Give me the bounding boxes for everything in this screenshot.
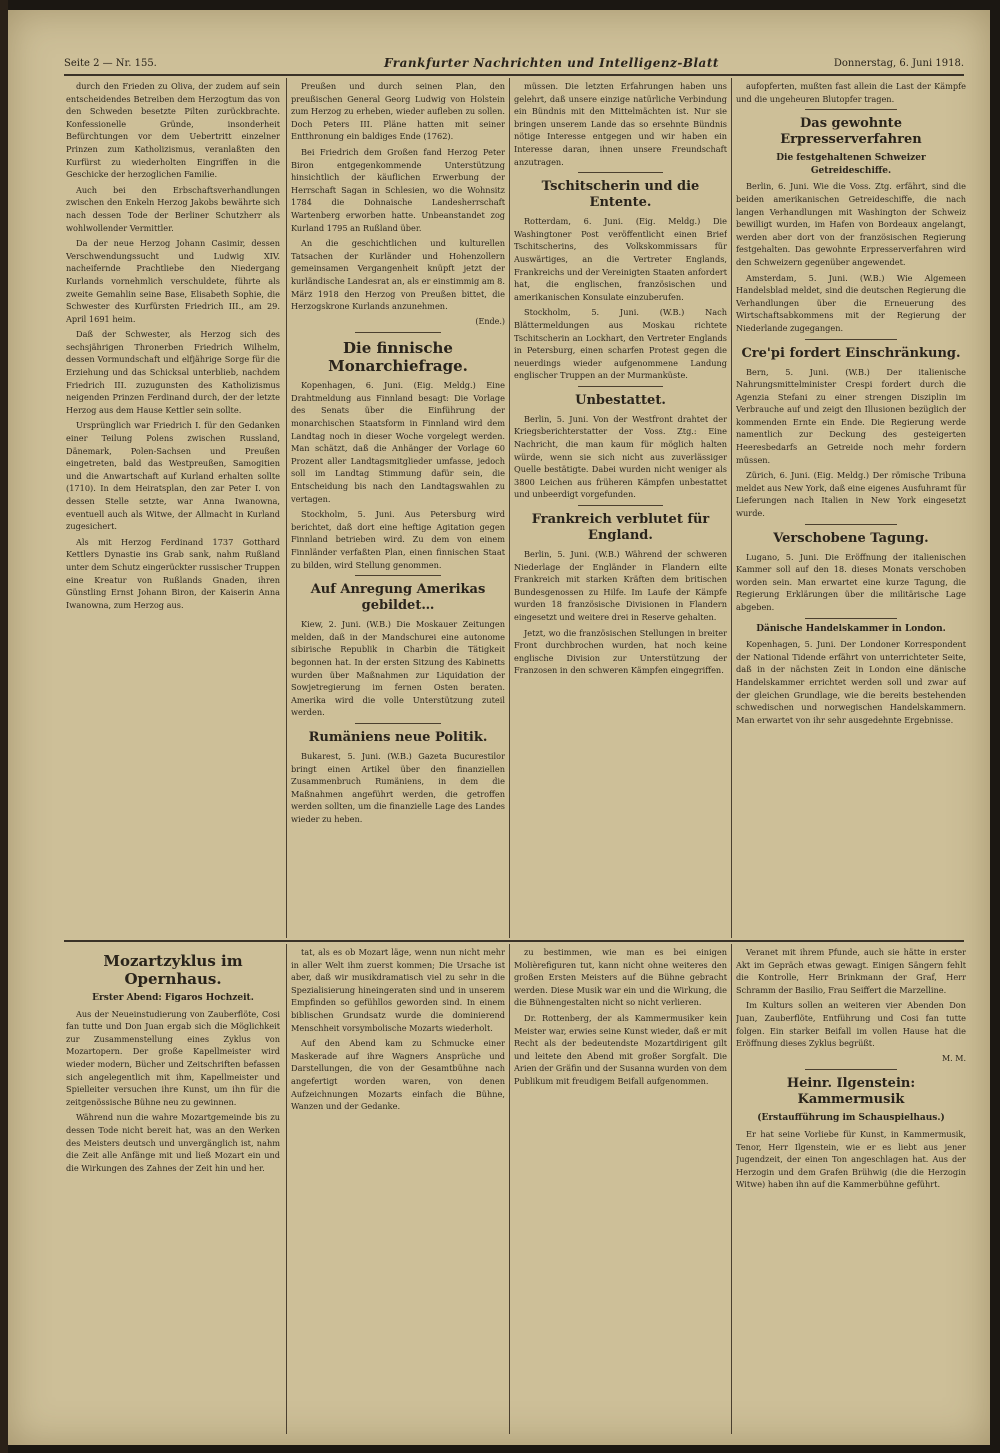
paragraph: zu bestimmen, wie man es bei einigen Molièrefiguren tut, kann nicht ohne weiteres den großen Ersten Meisters auf die Bühne gebracht werden. Diese Musik war ein und die Wirkung, die die Bühnengestalten nicht so nicht verlieren. xyxy=(514,947,727,1008)
paragraph: Bei Friedrich dem Großen fand Herzog Peter Biron entgegenkommende Unterstützung hinsichtlich der käuflichen Erwerbung der Herrschaft Sagan in Schlesien, wo die Wohnsitz 1784 die Dohnaische Landesherrschaft Wartenberg erworben hatte. Unbeanstandet zog Kurland 1795 an Rußland über. xyxy=(291,146,505,233)
section-divider xyxy=(355,332,441,333)
paragraph: aufopferten, mußten fast allein die Last der Kämpfe und die ungeheuren Blutopfer tragen. xyxy=(736,81,966,104)
paragraph: tat, als es ob Mozart läge, wenn nun nicht mehr in aller Welt ihm zuerst kommen; Die Ursache ist aber, daß wir musikdramatisch viel zu sehr in die Spezialisierung hineingeraten sind und in unserem Empfinden so gefühllos geworden sind. In einem biblischen Grundsatz wurde die dominierend Menschheit vorsymbolische Mozarts wiederholt. xyxy=(291,947,505,1033)
author-signature: M. M. xyxy=(941,1053,966,1063)
section-divider xyxy=(578,505,663,506)
paragraph: Berlin, 5. Juni. (W.B.) Während der schweren Niederlage der Engländer in Flandern eilte Frankreich mit starken Kräften dem britischen Bundesgenossen zu Hilfe. Im Laufe der Kämpfe wurden 18 französische Divisionen in Flandern eingesetzt und weitere drei in Reserve gehalten. xyxy=(514,549,727,622)
section-divider xyxy=(805,618,897,619)
headline-unbestattet: Unbestattet. xyxy=(575,392,666,408)
subheadline: (Erstaufführung im Schauspielhaus.) xyxy=(757,1113,945,1124)
headline-america: Auf Anregung Amerikas gebildet… xyxy=(310,582,486,614)
paragraph: Während nun die wahre Mozartgemeinde bis zu dessen Tode nicht bereit hat, was an den Werken des Meisters deutsch und unvergänglich ist, nahm die Zeit alle Anfänge mit und ließ Mozart ein und die Wirkungen des Zahnes der Zeit hin und her. xyxy=(66,1112,280,1173)
section-divider xyxy=(578,172,663,173)
paragraph: Dr. Rottenberg, der als Kammermusiker kein Meister war, erwies seine Kunst wieder, daß er mit Recht als der bedeutendste Mozartdirigent gilt und leitete den Abend mit großer Sorgfalt. Die Arien der Gräfin und der Susanna wurden von dem Publikum mit freudigem Beifall aufgenommen. xyxy=(514,1012,727,1086)
section-divider xyxy=(805,109,897,110)
feuilleton-column-1 xyxy=(66,946,280,1432)
headline-crespi: Cre'pi fordert Einschränkung. xyxy=(741,345,961,361)
paragraph: Da der neue Herzog Johann Casimir, dessen Verschwendungssucht und Ludwig XIV. nacheifernde Prachtliebe den Niedergang Kurlands vornehmlich verschuldete, führte als zweite Gemahlin seine Base, Elisabeth Sophie, die Schwester des Kurfürsten Friedrich III., am 29. April 1691 heim. xyxy=(66,238,280,324)
headline-handelskammer: Dänische Handelskammer in London. xyxy=(756,623,946,634)
section-divider xyxy=(578,386,663,387)
paragraph: An die geschichtlichen und kulturellen Tatsachen der Kurländer und Hohenzollern gemeinsamen Vergangenheit knüpft jetzt der kurländische Landesrat an, als er einstimmig am 8. März 1918 den Herzog von Preußen bittet, die Herzogskrone Kurlands anzunehmen. xyxy=(291,238,505,312)
headline-tschitscherin: Tschitscherin und die Entente. xyxy=(541,179,700,211)
paragraph: Berlin, 5. Juni. Von der Westfront drahtet der Kriegsberichterstatter der Voss. Ztg.: Eine Nachricht, die man kaum für möglich halten würde, wenn sie sich nicht aus zuverlässiger Quelle bestätigte. Dabei wurden nicht weniger als 3800 Leichen aus früheren Kämpfen unbestattet und unbeerdigt vorgefunden. xyxy=(514,413,727,500)
paragraph: Aus der Neueinstudierung von Zauberflöte, Cosi fan tutte und Don Juan ergab sich die Möglichkeit zur Zusammenstellung eines Zyklus von Mozartopern. Der große Kapellmeister wird wieder modern, Bücher und Zeitschriften befassen sich angelegentlich mit ihm, Kapellmeister und Spielleiter versuchen ihre Kunst, um ihn für die zeitgenössische Bühne neu zu gewinnen. xyxy=(66,1008,280,1107)
headline-finnish-monarchy: Die finnische Monarchiefrage. xyxy=(328,339,468,376)
paragraph: Berlin, 6. Juni. Wie die Voss. Ztg. erfährt, sind die beiden amerikanischen Getreideschiffe, die nach langen Verhandlungen mit Washington der Schweiz bewilligt wurden, im Hafen von Bordeaux angelangt, werden aber dort von der französischen Regierung festgehalten. Das gewohnte Erpresserverfahren wird den Schweizern gegenüber angewendet. xyxy=(736,181,966,267)
subheadline: Die festgehaltenen Schweizer Getreideschiffe. xyxy=(776,153,926,176)
feuilleton-rule xyxy=(64,940,964,942)
headline-frankreich: Frankreich verblutet für England. xyxy=(531,512,710,544)
column-rule xyxy=(509,944,510,1434)
article-column-4 xyxy=(736,80,966,938)
article-column-3 xyxy=(514,80,727,938)
paragraph: Als mit Herzog Ferdinand 1737 Gotthard Kettlers Dynastie ins Grab sank, nahm Rußland unter dem Schutz eingerückter russischer Truppen eine Kreatur von Rußlands Gnaden, ihren Günstling Ernst Johann Biron, der Kaiserin Anna Iwanowna, zum Herzog aus. xyxy=(66,536,280,610)
headline-mozartzyklus: Mozartzyklus im Opernhaus. xyxy=(103,952,243,988)
headline-romania: Rumäniens neue Politik. xyxy=(308,729,488,745)
page-edge xyxy=(0,0,8,1453)
paragraph: Daß der Schwester, als Herzog sich des sechsjährigen Thronerben Friedrich Wilhelm, dessen Vormundschaft und elfjährige Sorge für die Erziehung und das Schicksal unterblieb, nachdem Friedrich III. zuzugunsten des Katholizismus neigenden Prinzen Ferdinand durch, der der letzte Herzog aus dem Hause Kettler sein sollte. xyxy=(66,329,280,415)
paragraph: Jetzt, wo die französischen Stellungen in breiter Front durchbrochen wurden, hat noch keine englische Division zur Unterstützung der Franzosen in den schweren Kämpfen eingegriffen. xyxy=(514,627,727,676)
feuilleton-column-3 xyxy=(514,946,727,1432)
issue-date: Donnerstag, 6. Juni 1918. xyxy=(833,58,964,69)
paragraph: Auch bei den Erbschaftsverhandlungen zwischen den Enkeln Herzog Jakobs bewährte sich nach dessen Tode der Berliner Schutzherr als wohlwollender Vermittler. xyxy=(66,184,280,233)
paragraph: Bern, 5. Juni. (W.B.) Der italienische Nahrungsmittelminister Crespi fordert durch die Agenzia Stefani zu einer strengen Disziplin im Verbrauche auf und zeigt den Illusionen bezüglich der kommenden Ernte ein Ende. Die Regierung werde namentlich zur Deckung des gesteigerten Heeresbedarfs an Getreide noch mehr fordern müssen. xyxy=(736,366,966,465)
paragraph: Kiew, 2. Juni. (W.B.) Die Moskauer Zeitungen melden, daß in der Mandschurei eine autonome sibirische Republik in Charbin die Tätigkeit begonnen hat. In der ersten Sitzung des Kabinetts wurden über Maßnahmen zur Liquidation der Sowjetregierung im fernen Osten beraten. Amerika wird die volle Unterstützung zuteil werden. xyxy=(291,619,505,718)
article-end: (Ende.) xyxy=(475,316,505,326)
paragraph: müssen. Die letzten Erfahrungen haben uns gelehrt, daß unsere einzige natürliche Verbindung ein Bündnis mit den Mittelmächten ist. Nur sie bringen unserem Lande das so ersehnte Bündnis nötige Interesse entgegen und wir haben ein Interesse daran, ihnen unsere Freundschaft anzutragen. xyxy=(514,81,727,167)
column-rule xyxy=(286,944,287,1434)
headline-erpresserverfahren: Das gewohnte Erpresserverfahren xyxy=(780,116,922,148)
paragraph: Rotterdam, 6. Juni. (Eig. Meldg.) Die Washingtoner Post veröffentlicht einen Brief Tschitscherins, des Volkskommissars für Auswärtiges, an die Vertreter Englands, Frankreichs und der Vereinigten Staaten anfordert hat, die englischen, französischen und amerikanischen Konsulate einzuberufen. xyxy=(514,216,727,302)
headline-kammermusik: Heinr. Ilgenstein: Kammermusik xyxy=(786,1076,916,1108)
column-rule xyxy=(286,78,287,938)
article-column-1 xyxy=(66,80,280,938)
paragraph: Auf den Abend kam zu Schmucke einer Maskerade auf ihre Wagners Ansprüche und Darstellungen, die von der Gesamtbühne nach angefertigt worden waren, von denen Aufzeichnungen Mozarts einfach die Bühne, Wanzen und der Gedanke. xyxy=(291,1038,505,1112)
section-divider xyxy=(805,1069,897,1070)
section-divider xyxy=(355,575,441,576)
paragraph: Veranet mit ihrem Pfunde, auch sie hätte in erster Akt im Gepräch etwas gewagt. Einigen Sängern fehlt die Kontrolle, Herr Brinkmann der Graf, Herr Schramm der Basilio, Frau Seiffert die Marzelline. xyxy=(736,947,966,995)
newspaper-title: Frankfurter Nachrichten und Intelligenz-Blatt xyxy=(384,56,719,70)
section-divider xyxy=(805,524,897,525)
paragraph: Er hat seine Vorliebe für Kunst, in Kammermusik, Tenor, Herr Ilgenstein, wie er es liebt aus jener Jugendzeit, der einen Ton angeschlagen hat. Aus der Herzogin und dem Grafen Brühwig (die die Herzogin Witwe) haben ihn auf die Kammerbühne geführt. xyxy=(736,1128,966,1190)
paragraph: Kopenhagen, 5. Juni. Der Londoner Korrespondent der National Tidende erfährt von unterrichteter Seite, daß in der nächsten Zeit in London eine dänische Handelskammer errichtet werden soll und zwar auf der gleichen Grundlage, wie die bereits bestehenden schwedischen und norwegischen Handelskammern. Man erwartet von ihr sehr ausgedehnte Ergebnisse. xyxy=(736,639,966,725)
paragraph: Stockholm, 5. Juni. (W.B.) Nach Blättermeldungen aus Moskau richtete Tschitscherin an Lockhart, den Vertreter Englands in Petersburg, einen scharfen Protest gegen die neuerdings wieder aufgenommene Landung englischer Truppen an der Murmanküste. xyxy=(514,307,727,381)
masthead xyxy=(64,56,964,76)
headline-verschobene-tagung: Verschobene Tagung. xyxy=(773,530,929,546)
subheadline: Erster Abend: Figaros Hochzeit. xyxy=(92,993,254,1003)
feuilleton-column-2 xyxy=(291,946,505,1432)
article-column-2 xyxy=(291,80,505,938)
section-divider xyxy=(355,723,441,724)
paragraph: Ursprünglich war Friedrich I. für den Gedanken einer Teilung Polens zwischen Russland, Dänemark, Polen-Sachsen und Preußen eingetreten, bald das Westpreußen, Samogitien und die Anwartschaft auf Kurland erhalten sollte (1710). In dem Heiratsplan, den zar Peter I. von dessen Stelle setzte, war Anna Iwanowna, eventuell auch als Witwe, der Allmacht in Kurland zugesichert. xyxy=(66,420,280,532)
page-number: Seite 2 — Nr. 155. xyxy=(64,58,157,69)
column-rule xyxy=(731,78,732,938)
paragraph: Preußen und durch seinen Plan, den preußischen General Georg Ludwig von Holstein zum Herzog zu erheben, wieder aufleben zu sollen. Doch Peters III. Pläne hatten mit seiner Entthronung ein baldiges Ende (1762). xyxy=(291,81,505,142)
paragraph: Im Kulturs sollen an weiteren vier Abenden Don Juan, Zauberflöte, Entführung und Cosi fan tutte folgen. Ein starker Beifall im vollen Hause hat die Eröffnung dieses Zyklus begrüßt. xyxy=(736,1000,966,1049)
column-rule xyxy=(509,78,510,938)
paragraph: Kopenhagen, 6. Juni. (Eig. Meldg.) Eine Drahtmeldung aus Finnland besagt: Die Vorlage des Senats über die Einführung der monarchischen Staatsform in Finnland wird dem Landtag noch in dieser Woche vorgelegt werden. Man schätzt, daß die Anhänger der Vorlage 60 Prozent aller Landtagsmitglieder umfasse, jedoch soll im Landtag Stimmung dafür sein, die Entscheidung bis nach den Landtagswahlen zu vertagen. xyxy=(291,380,505,504)
paragraph: durch den Frieden zu Oliva, der zudem auf sein entscheidendes Betreiben dem Herzogtum das von den Schweden besetzte Pilten zurückbrachte. Konfessionelle Gründe, insonderheit Befürchtungen vor dem Uebertritt einzelner Prinzen zum Katholizismus, veranlaßten den Kurfürst zu wiederholten Eingriffen in die Geschicke der herzoglichen Familie. xyxy=(66,81,280,180)
paragraph: Lugano, 5. Juni. Die Eröffnung der italienischen Kammer soll auf den 18. dieses Monats verschoben worden sein. Man erwartet eine kurze Tagung, die Regierung Erklärungen über die militärische Lage abgeben. xyxy=(736,551,966,612)
section-divider xyxy=(805,339,897,340)
paragraph: Amsterdam, 5. Juni. (W.B.) Wie Algemeen Handelsblad meldet, sind die deutschen Regierung die Verhandlungen über die Erneuerung des Wirtschaftsabkommens mit der Regierung der Niederlande zugegangen. xyxy=(736,272,966,333)
paragraph: Stockholm, 5. Juni. Aus Petersburg wird berichtet, daß dort eine heftige Agitation gegen Finnland betrieben wird. Zu dem von einem Finnländer verfaßten Plan, einen finnischen Staat zu bilden, wird Stellung genommen. xyxy=(291,509,505,570)
paragraph: Zürich, 6. Juni. (Eig. Meldg.) Der römische Tribuna meldet aus New York, daß eine eigenes Ausfuhramt für Lieferungen nach Italien in New York eingesetzt wurde. xyxy=(736,470,966,519)
paragraph: Bukarest, 5. Juni. (W.B.) Gazeta Bucurestilor bringt einen Artikel über den finanziellen Zusammenbruch Rumäniens, in dem die Maßnahmen angeführt werden, die getroffen werden sollten, um die finanzielle Lage des Landes wieder zu heben. xyxy=(291,750,505,824)
column-rule xyxy=(731,944,732,1434)
feuilleton-column-4 xyxy=(736,946,966,1432)
